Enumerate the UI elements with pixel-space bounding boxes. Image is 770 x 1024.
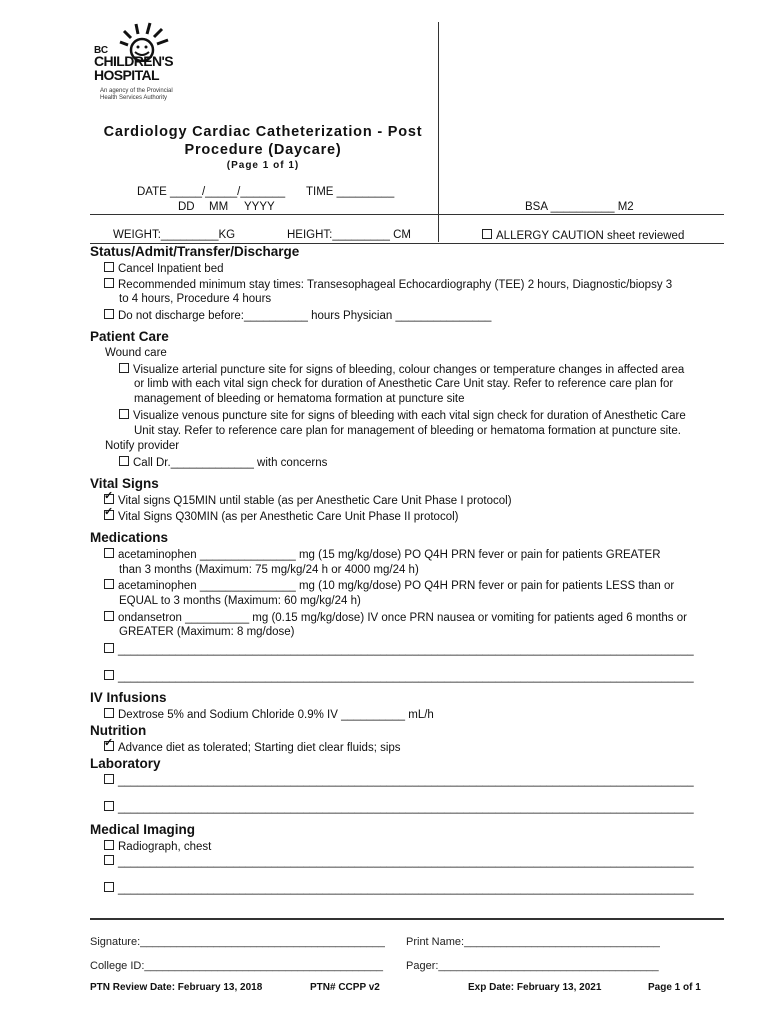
blank-line[interactable]: __________________________________________________________________________________________	[118, 802, 694, 814]
call-dr-label: Call Dr._____________ with concerns	[133, 457, 328, 469]
imaging-blank-2[interactable]	[104, 882, 694, 895]
med-acetaminophen-less[interactable]	[104, 579, 674, 592]
lab-blank-2[interactable]	[104, 801, 694, 814]
status-item-nodischarge[interactable]	[104, 309, 491, 322]
med-blank-2[interactable]	[104, 670, 694, 683]
checkbox[interactable]	[104, 670, 114, 680]
arterial-label: Visualize arterial puncture site for signs of bleeding, colour changes or temperature changes in affected area	[133, 364, 685, 376]
checkbox[interactable]	[119, 363, 129, 373]
status-item-label: Do not discharge before:__________ hours Physician _______________	[118, 310, 492, 322]
iv-item[interactable]	[104, 708, 434, 721]
logo-subtitle: An agency of the Provincial Health Services Authority	[100, 88, 173, 101]
page-title: Cardiology Cardiac Catheterization - Post	[103, 124, 423, 140]
lab-blank-1[interactable]	[104, 774, 694, 787]
allergy-checkbox[interactable]	[482, 229, 492, 239]
med-cont: GREATER (Maximum: 8 mg/dose)	[119, 626, 295, 638]
status-item-label: Cancel Inpatient bed	[118, 263, 224, 275]
status-item-label: Recommended minimum stay times: Transesophageal Echocardiography (TEE) 2 hours, Diagnostic/biopsy 3	[118, 279, 673, 291]
med-ondansetron[interactable]	[104, 611, 687, 624]
checkbox[interactable]	[104, 801, 114, 811]
vital-item-q15[interactable]	[104, 494, 512, 507]
section-vital-signs: Vital Signs	[90, 476, 159, 491]
bsa-field[interactable]: BSA __________ M2	[525, 201, 634, 213]
venous-cont: Unit stay. Refer to reference care plan for management of bleeding or hematoma formation at puncture site.	[134, 425, 681, 437]
checkbox[interactable]	[119, 409, 129, 419]
exp-date: Exp Date: February 13, 2021	[468, 982, 602, 993]
section-status: Status/Admit/Transfer/Discharge	[90, 244, 300, 259]
vital-label: Vital signs Q15MIN until stable (as per Anesthetic Care Unit Phase I protocol)	[118, 495, 512, 507]
checkbox[interactable]	[104, 774, 114, 784]
page-indicator: (Page 1 of 1)	[226, 160, 300, 171]
checkbox[interactable]	[104, 840, 114, 850]
checkbox[interactable]	[104, 579, 114, 589]
checkbox[interactable]	[104, 309, 114, 319]
weight-field[interactable]: WEIGHT:_________KG	[113, 229, 236, 241]
imaging-label: Radiograph, chest	[118, 841, 212, 853]
wound-care-label: Wound care	[105, 347, 167, 359]
status-item-minstay-cont: to 4 hours, Procedure 4 hours	[119, 293, 272, 305]
allergy-checkbox-row[interactable]	[482, 229, 684, 242]
page-title-line2: Procedure (Daycare)	[184, 142, 342, 158]
checkbox-checked[interactable]	[104, 741, 114, 751]
iv-label: Dextrose 5% and Sodium Chloride 0.9% IV __________ mL/h	[118, 709, 434, 721]
notify-label: Notify provider	[105, 440, 180, 452]
section-medications: Medications	[90, 530, 169, 545]
imaging-item[interactable]	[104, 840, 211, 853]
ptn-number: PTN# CCPP v2	[310, 982, 380, 993]
arterial-cont-1: or limb with each vital sign check for duration of Anesthetic Care Unit stay. Refer to reference care plan for	[134, 378, 674, 390]
med-cont: than 3 months (Maximum: 75 mg/kg/24 h or 4000 mg/24 h)	[119, 564, 419, 576]
header-divider	[438, 22, 439, 242]
checkbox[interactable]	[104, 278, 114, 288]
med-label: acetaminophen _______________ mg (10 mg/kg/dose) PO Q4H PRN fever or pain for patients LESS than or	[118, 580, 675, 592]
vital-item-q30[interactable]	[104, 510, 458, 523]
footer-rule	[90, 918, 724, 920]
blank-line[interactable]: __________________________________________________________________________________________	[118, 856, 694, 868]
call-dr-item[interactable]	[119, 456, 327, 469]
med-acetaminophen-greater[interactable]	[104, 548, 661, 561]
checkbox-checked[interactable]	[104, 494, 114, 504]
checkbox[interactable]	[119, 456, 129, 466]
section-medical-imaging: Medical Imaging	[90, 822, 196, 837]
nutrition-label: Advance diet as tolerated; Starting diet clear fluids; sips	[118, 742, 401, 754]
height-field[interactable]: HEIGHT:_________ CM	[287, 229, 412, 241]
logo-line1: CHILDREN'S	[94, 53, 173, 69]
footer-page: Page 1 of 1	[648, 982, 701, 993]
print-name-field[interactable]: Print Name:________________________________	[406, 936, 660, 948]
imaging-blank-1[interactable]	[104, 855, 694, 868]
section-patient-care: Patient Care	[90, 329, 169, 344]
status-item-cancel[interactable]	[104, 262, 224, 275]
med-blank-1[interactable]	[104, 643, 694, 656]
section-nutrition: Nutrition	[90, 723, 147, 738]
med-label: acetaminophen _______________ mg (15 mg/kg/dose) PO Q4H PRN fever or pain for patients GREATER	[118, 549, 661, 561]
checkbox[interactable]	[104, 855, 114, 865]
arterial-item[interactable]	[119, 363, 684, 376]
review-date: PTN Review Date: February 13, 2018	[90, 982, 263, 993]
blank-line[interactable]: __________________________________________________________________________________________	[118, 883, 694, 895]
date-field[interactable]: DATE _____/_____/_______	[137, 186, 286, 198]
logo-line2: HOSPITAL	[94, 67, 159, 83]
arterial-cont-2: management of bleeding or hematoma formation at puncture site	[134, 393, 465, 405]
signature-field[interactable]: Signature:________________________________________	[90, 936, 385, 948]
nutrition-item[interactable]	[104, 741, 401, 754]
checkbox[interactable]	[104, 548, 114, 558]
venous-item[interactable]	[119, 409, 686, 422]
checkbox[interactable]	[104, 708, 114, 718]
status-item-minstay[interactable]	[104, 278, 672, 291]
time-field[interactable]: TIME _________	[306, 186, 395, 198]
section-iv-infusions: IV Infusions	[90, 690, 167, 705]
pager-field[interactable]: Pager:____________________________________	[406, 960, 659, 972]
blank-line[interactable]: __________________________________________________________________________________________	[118, 644, 694, 656]
checkbox[interactable]	[104, 611, 114, 621]
date-dd-label: DD	[178, 201, 195, 213]
med-cont: EQUAL to 3 months (Maximum: 60 mg/kg/24 h)	[119, 595, 361, 607]
med-label: ondansetron __________ mg (0.15 mg/kg/dose) IV once PRN nausea or vomiting for patients aged 6 months or	[118, 612, 687, 624]
vital-label: Vital Signs Q30MIN (as per Anesthetic Care Unit Phase II protocol)	[118, 511, 459, 523]
date-mm-label: MM	[209, 201, 229, 213]
venous-label: Visualize venous puncture site for signs of bleeding with each vital sign check for duration of Anesthetic Care	[133, 410, 686, 422]
logo-bc: BC	[94, 45, 108, 56]
blank-line[interactable]: __________________________________________________________________________________________	[118, 775, 694, 787]
date-yyyy-label: YYYY	[244, 201, 275, 213]
hospital-logo	[90, 22, 200, 110]
blank-line[interactable]: __________________________________________________________________________________________	[118, 671, 694, 683]
checkbox[interactable]	[104, 643, 114, 653]
header-rule	[90, 214, 724, 215]
allergy-label: ALLERGY CAUTION sheet reviewed	[496, 230, 685, 242]
checkbox-checked[interactable]	[104, 510, 114, 520]
college-id-field[interactable]: College ID:_______________________________________	[90, 960, 384, 972]
section-laboratory: Laboratory	[90, 756, 161, 771]
checkbox[interactable]	[104, 262, 114, 272]
checkbox[interactable]	[104, 882, 114, 892]
